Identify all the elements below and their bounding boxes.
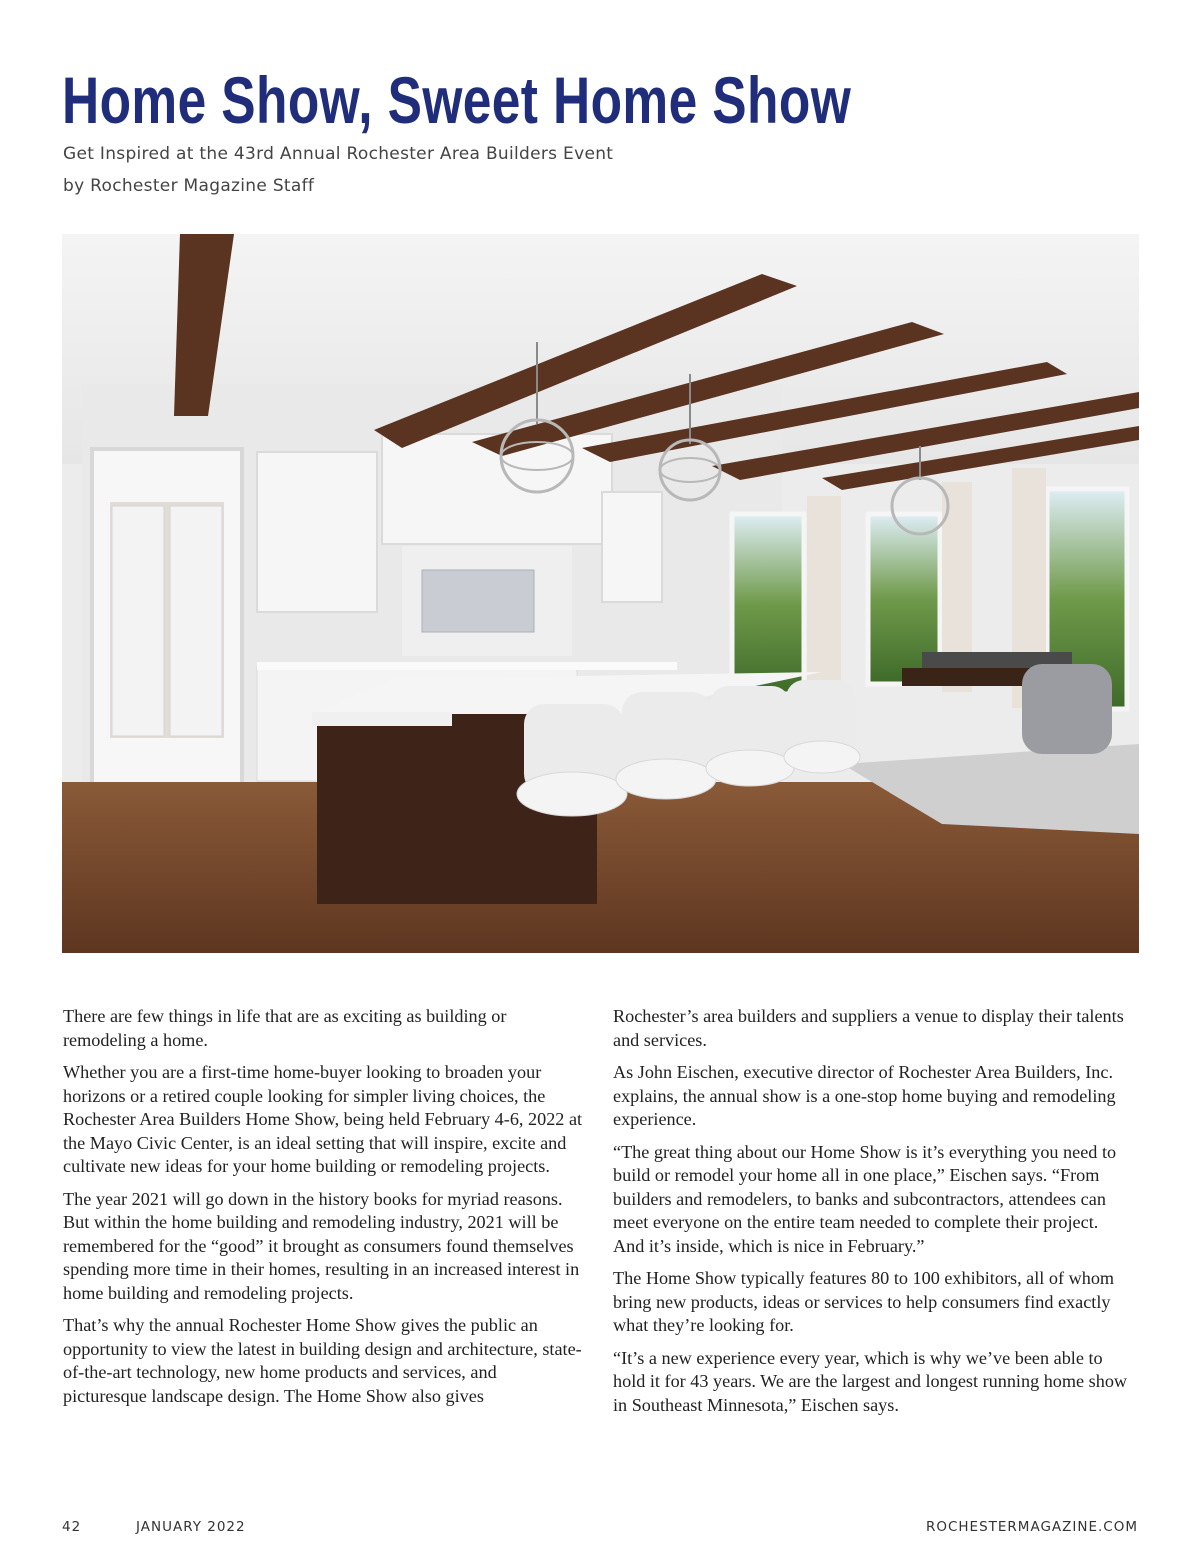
- article-byline: by Rochester Magazine Staff: [63, 176, 315, 196]
- paragraph: There are few things in life that are as exciting as building or remodeling a home.: [63, 1006, 507, 1050]
- paragraph: The year 2021 will go down in the history books for myriad reasons. But within the home building and remodeling industry, 2021 will be remembered for the “good” it brought as consumers found themselves spending more time in their homes, resulting in an increased interest in home building and remodeling projects.: [63, 1188, 580, 1303]
- body-column-right: [613, 1005, 1133, 1426]
- paragraph: “It’s a new experience every year, which is why we’ve been able to hold it for 43 years. We are the largest and longest running home show in Southeast Minnesota,” Eischen says.: [613, 1347, 1128, 1415]
- paragraph: That’s why the annual Rochester Home Show gives the public an opportunity to view the latest in building design and architecture, state-of-the-art technology, new home products and services, and picturesque landscape design. The Home Show also gives: [63, 1315, 582, 1406]
- body-column-left: [63, 1005, 583, 1417]
- issue-date: JANUARY 2022: [136, 1519, 246, 1535]
- kitchen-photo: [62, 234, 1139, 953]
- article-title: Home Show, Sweet Home Show: [62, 63, 852, 137]
- paragraph: The Home Show typically features 80 to 100 exhibitors, all of whom bring new products, ideas or services to help consumers find exactly what they’re looking for.: [613, 1268, 1115, 1335]
- page-number: 42: [62, 1519, 82, 1535]
- paragraph: Whether you are a first-time home-buyer looking to broaden your horizons or a retired couple looking for simpler living choices, the Rochester Area Builders Home Show, being held February 4-6, 2022 at the Mayo Civic Center, is an ideal setting that will inspire, excite and cultivate new ideas for your home building or remodeling projects.: [63, 1062, 583, 1176]
- paragraph: “The great thing about our Home Show is it’s everything you need to build or remodel your home all in one place,” Eischen says. “From builders and remodelers, to banks and subcontractors, attendees can meet everyone on the entire team needed to complete their project. And it’s inside, which is nice in February.”: [613, 1141, 1117, 1256]
- website-link[interactable]: ROCHESTERMAGAZINE.COM: [925, 1519, 1138, 1535]
- article-subtitle: Get Inspired at the 43rd Annual Rochester Area Builders Event: [63, 144, 614, 164]
- paragraph: As John Eischen, executive director of Rochester Area Builders, Inc. explains, the annual show is a one-stop home buying and remodeling experience.: [613, 1062, 1116, 1129]
- paragraph: Rochester’s area builders and suppliers a venue to display their talents and services.: [613, 1006, 1124, 1050]
